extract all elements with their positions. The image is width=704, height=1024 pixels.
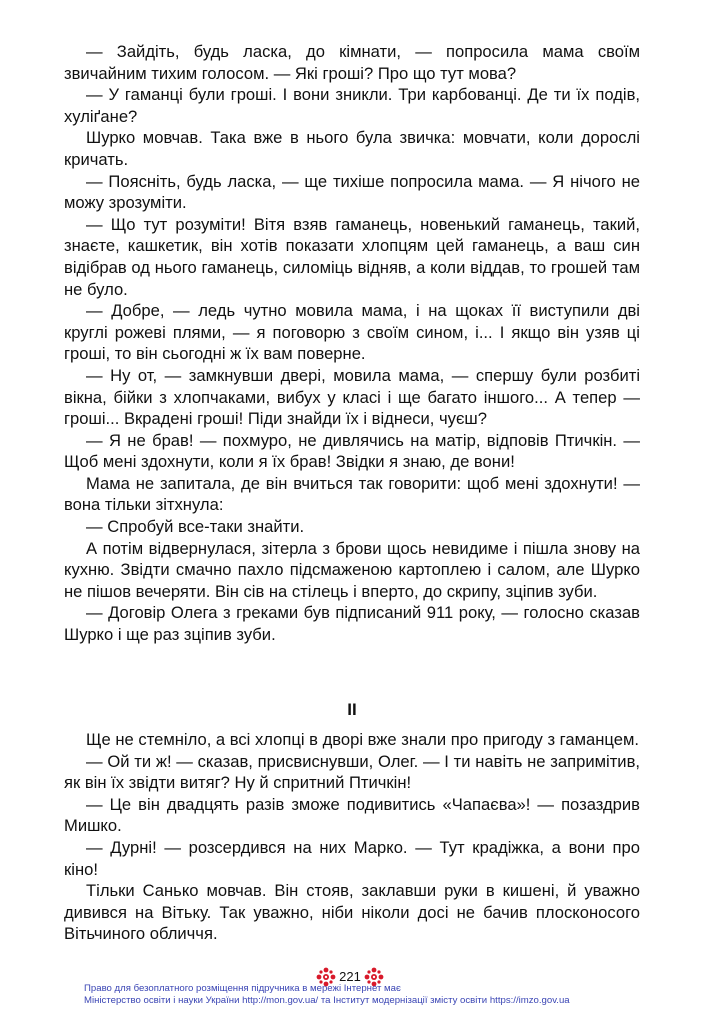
paragraph: — Спробуй все-таки знайти. xyxy=(86,517,305,537)
paragraph: А потім відвернулася, зітерла з брови щось невидиме і пішла знову на кухню. Звідти смачно пахло підсмаженою картоплею і салом, але Шурко не пішов вечеряти. Він сів на стілець і вперто, до скрипу, зціпив зуби. xyxy=(64,538,640,601)
paragraph: Ще не стемніло, а всі хлопці в дворі вже знали про пригоду з гаманцем. xyxy=(86,730,639,749)
paragraph: — Зайдіть, будь ласка, до кімнати, — попросила мама своїм звичайним тихим голосом. — Які гроші? Про що тут мова? xyxy=(64,42,640,83)
section-heading: II xyxy=(347,700,357,719)
section-two-text xyxy=(64,729,640,945)
paragraph: — Це він двадцять разів зможе подивитись «Чапаєва»! — позаздрив Мишко. xyxy=(64,794,640,836)
paragraph: Тільки Санько мовчав. Він стояв, заклавши руки в кишені, й уважно дивився на Вітьку. Так уважно, ніби ніколи досі не бачив плосконосого Вітьчиного обличчя. xyxy=(64,881,640,944)
paragraph: Шурко мовчав. Така вже в нього була звичка: мовчати, коли дорослі кричать. xyxy=(64,128,640,169)
paragraph: — Ой ти ж! — сказав, присвиснувши, Олег. — І ти навіть не запримітив, як він їх звідти витяг? Ну й спритний Птичкін! xyxy=(64,751,640,793)
paragraph: — Що тут розуміти! Вітя взяв гаманець, новенький гаманець, такий, знаєте, кашкетик, він хотів показати хлопцям цей гаманець, а ваш син відібрав од нього гаманець, силоміць відняв, а коли віддав, то грошей там не було. xyxy=(64,214,640,299)
paragraph: — Добре, — ледь чутно мовила мама, і на щоках її виступили дві круглі рожеві плями, — я поговорю з своїм сином, і... І якщо він узяв ці гроші, то він сьогодні ж їх вам поверне. xyxy=(64,301,640,364)
license-notice-line-2: Міністерство освіти і науки України http://mon.gov.ua/ та Інститут модернізації змісту освіти https://imzo.gov.ua xyxy=(84,995,570,1006)
paragraph: — Поясніть, будь ласка, — ще тихіше попросила мама. — Я нічого не можу зрозуміти. xyxy=(64,171,640,213)
section-one-text xyxy=(64,41,640,646)
page-number: 221 xyxy=(339,969,361,984)
page-footer xyxy=(0,966,704,1024)
paragraph: — Ну от, — замкнувши двері, мовила мама, — спершу були розбиті вікна, бійки з хлопчаками, вибух у класі і ще багато іншого... А тепер — гроші... Вкрадені гроші! Піди знайди їх і віднеси, чуєш? xyxy=(64,365,640,429)
paragraph: — Договір Олега з греками був підписаний 911 року, — голосно сказав Шурко і ще раз зціпив зуби. xyxy=(64,603,640,645)
paragraph: — У гаманці були гроші. І вони зникли. Три карбованці. Де ти їх подів, хуліґане? xyxy=(64,85,640,126)
paragraph: Мама не запитала, де він вчиться так говорити: щоб мені здохнути! — вона тільки зітхнула: xyxy=(64,473,640,515)
paragraph: — Я не брав! — похмуро, не дивлячись на матір, відповів Птичкін. — Щоб мені здохнути, коли я їх брав! Звідки я знаю, де вони! xyxy=(64,430,640,472)
license-notice-line-1: Право для безоплатного розміщення підручника в мережі Інтернет має xyxy=(84,983,401,994)
paragraph: — Дурні! — розсердився на них Марко. — Тут крадіжка, а вони про кіно! xyxy=(64,837,640,879)
